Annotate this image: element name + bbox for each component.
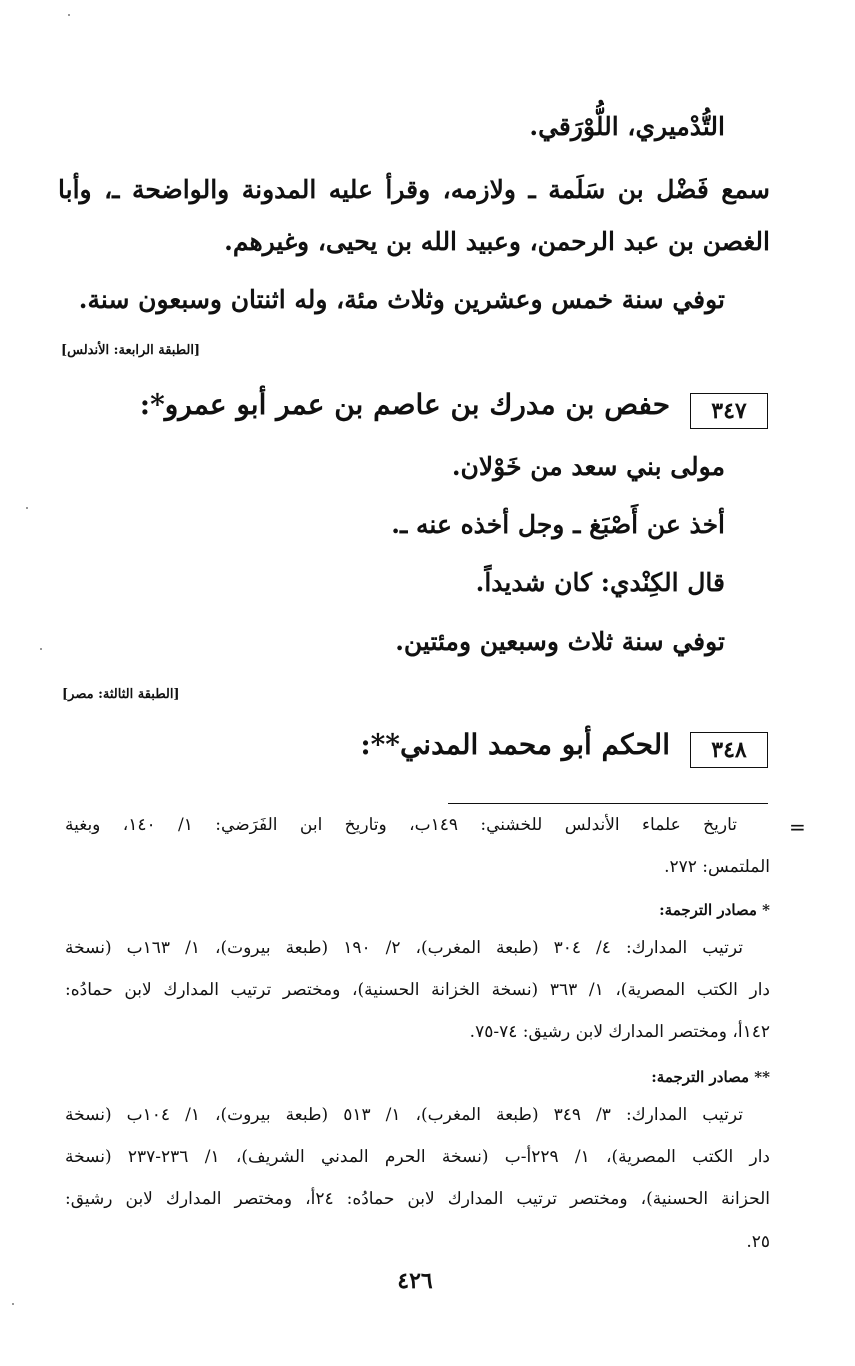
footnote-line: ترتيب المدارك: ٣/ ٣٤٩ (طبعة المغرب)، ١/ ٥١٣ (طبعة بيروت)، ١/ ١٠٤ب (نسخة bbox=[65, 1105, 743, 1125]
footnote-line: الحزانة الحسنية)، ومختصر ترتيب المدارك لابن حمادُه: ٢٤أ، ومختصر المدارك لابن رشيق: bbox=[65, 1189, 770, 1209]
footnote-line: دار الكتب المصرية)، ١/ ٣٦٣ (نسخة الخزانة الحسنية)، ومختصر ترتيب المدارك لابن حمادُه: bbox=[65, 980, 770, 1000]
page-number: ٤٢٦ bbox=[397, 1268, 433, 1294]
continuation-mark: = bbox=[789, 815, 806, 839]
scan-speck bbox=[68, 14, 70, 16]
footnote-line: دار الكتب المصرية)، ١/ ٢٢٩أ-ب (نسخة الحرم المدني الشريف)، ١/ ٢٣٦-٢٣٧ (نسخة bbox=[65, 1147, 771, 1167]
entry-347-line-3: قال الكِنْدي: كان شديداً. bbox=[475, 568, 725, 597]
footnote-line: ٢٥. bbox=[746, 1232, 770, 1252]
footnote-line: ترتيب المدارك: ٤/ ٣٠٤ (طبعة المغرب)، ٢/ ١٩٠ (طبعة بيروت)، ١/ ١٦٣ب (نسخة bbox=[65, 938, 743, 958]
entry-346-death-line: توفي سنة خمس وعشرين وثلاث مئة، وله اثنتان وسبعون سنة. bbox=[78, 285, 725, 314]
footnote-heading: * مصادر الترجمة: bbox=[659, 901, 770, 919]
entry-347-line-2: أخذ عن أَصْبَغ ـ وجل أخذه عنه ـ. bbox=[391, 510, 725, 539]
footnote-line: تاريخ علماء الأندلس للخشني: ١٤٩ب، وتاريخ ابن الفَرَضي: ١/ ١٤٠، وبغية bbox=[65, 815, 737, 835]
footnote-line: ١٤٢أ، ومختصر المدارك لابن رشيق: ٧٤-٧٥. bbox=[469, 1022, 770, 1042]
entry-title: حفص بن مدرك بن عاصم بن عمر أبو عمرو*: bbox=[139, 388, 670, 421]
entry-number-box: ٣٤٨ bbox=[690, 732, 768, 768]
scan-speck bbox=[26, 507, 28, 509]
entry-346-nisba-line: التُّدْميري، اللُّوْرَقي. bbox=[529, 112, 725, 141]
entry-346-teachers-line-1: سمع فَضْل بن سَلَمة ـ ولازمه، وقرأ عليه المدونة والواضحة ـ، وأبا bbox=[58, 175, 770, 204]
scan-speck bbox=[12, 1303, 14, 1305]
footnote-line: الملتمس: ٢٧٢. bbox=[664, 857, 770, 877]
footnote-heading: ** مصادر الترجمة: bbox=[651, 1068, 770, 1086]
scan-speck bbox=[40, 648, 42, 650]
entry-346-teachers-line-2: الغصن بن عبد الرحمن، وعبيد الله بن يحيى، وغيرهم. bbox=[224, 227, 770, 256]
entry-number-box: ٣٤٧ bbox=[690, 393, 768, 429]
entry-title: الحكم أبو محمد المدني**: bbox=[360, 728, 670, 761]
tabaqa-label: [الطبقة الثالثة: مصر] bbox=[62, 687, 180, 702]
tabaqa-label: [الطبقة الرابعة: الأندلس] bbox=[61, 343, 201, 358]
entry-347-line-4: توفي سنة ثلاث وسبعين ومئتين. bbox=[395, 627, 725, 656]
entry-347-line-1: مولى بني سعد من خَوْلان. bbox=[451, 452, 725, 481]
footnote-separator bbox=[448, 803, 768, 804]
